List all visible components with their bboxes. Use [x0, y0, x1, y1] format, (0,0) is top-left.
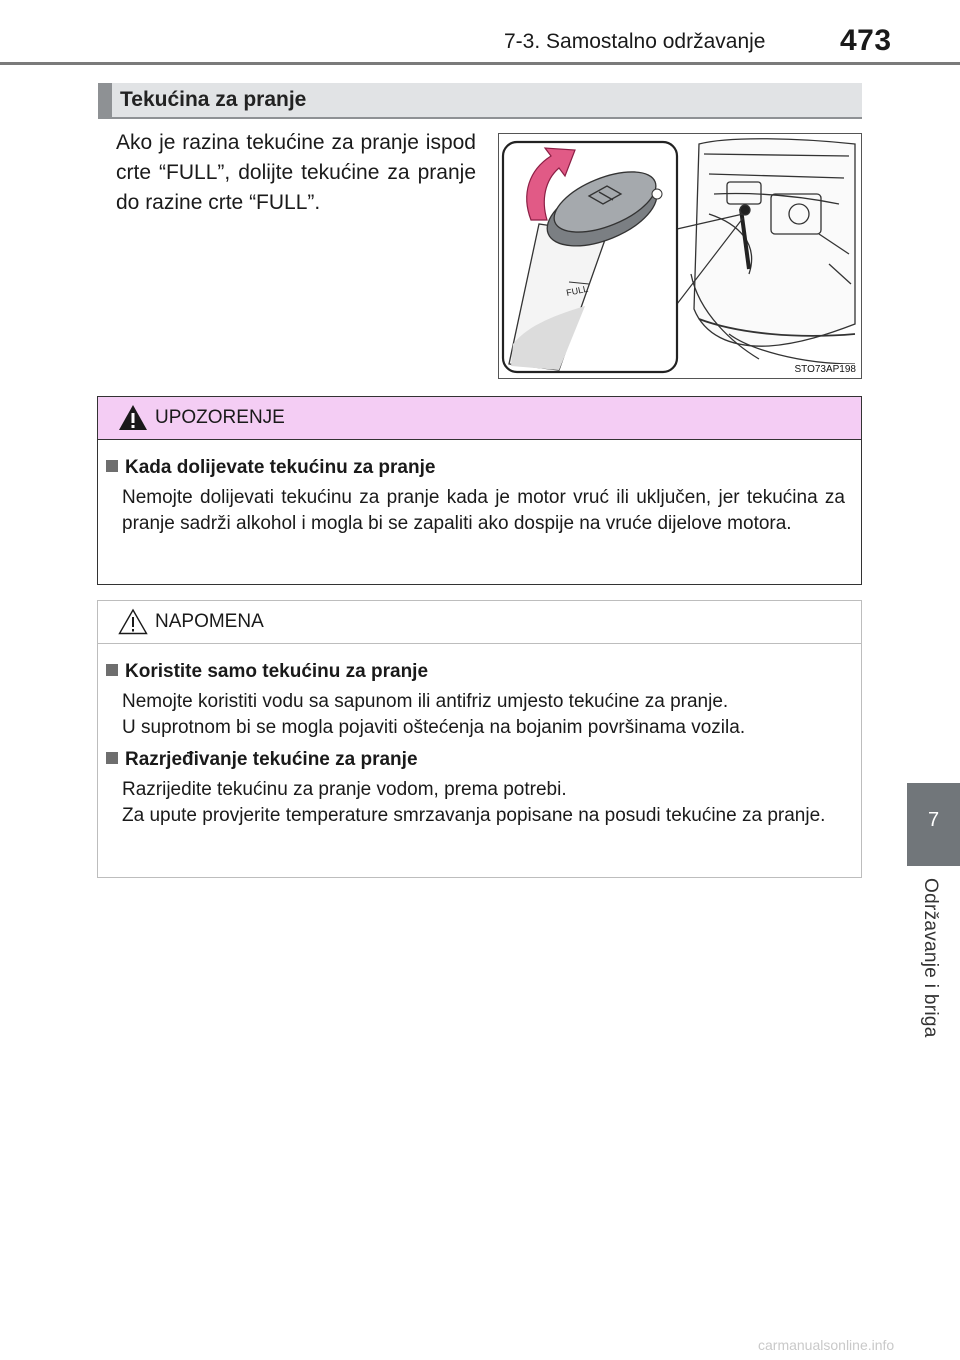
notice-box — [97, 600, 862, 878]
notice-item-title: Razrjeđivanje tekućine za pranje — [106, 749, 418, 771]
chapter-label: Održavanje i briga — [920, 878, 941, 1038]
notice-heading: NAPOMENA — [155, 611, 264, 632]
section-title: Tekućina za pranje — [120, 88, 307, 111]
warning-box — [97, 396, 862, 585]
warning-heading: UPOZORENJE — [155, 407, 285, 428]
caution-triangle-icon — [118, 608, 148, 635]
warning-triangle-icon — [118, 404, 148, 431]
washer-reservoir-illustration — [499, 134, 861, 378]
notice-item-line: Za upute provjerite temperature smrzavanja popisane na posudi tekućine za pranje. — [122, 805, 826, 826]
washer-fluid-figure — [498, 133, 862, 379]
notice-item-line: Nemojte koristiti vodu sa sapunom ili antifriz umjesto tekućine za pranje. — [122, 691, 729, 712]
page-number: 473 — [840, 24, 892, 57]
bullet-square-icon — [106, 752, 118, 764]
notice-header — [98, 601, 861, 644]
warning-item-title: Kada dolijevate tekućinu za pranje — [106, 457, 435, 479]
full-level-label: FULL — [565, 283, 589, 298]
notice-item-line: Razrijedite tekućinu za pranje vodom, prema potrebi. — [122, 779, 567, 800]
figure-code: STO73AP198 — [794, 364, 856, 375]
notice-item-line: U suprotnom bi se mogla pojaviti oštećenja na bojanim površinama vozila. — [122, 717, 746, 738]
intro-paragraph: Ako je razina tekućine za pranje ispod crte “FULL”, dolijte tekućine za pranje do razine crte “FULL”. — [116, 131, 476, 214]
warning-item-text: Nemojte dolijevati tekućinu za pranje kada je motor vruć ili uključen, jer tekućina za pranje sadrži alkohol i mogla bi se zapaliti ako dospije na vruće dijelove motora. — [122, 487, 845, 534]
notice-item-title: Koristite samo tekućinu za pranje — [106, 661, 428, 683]
section-header — [98, 83, 862, 119]
page-header-title: 7-3. Samostalno održavanje — [504, 30, 766, 53]
chapter-tab[interactable] — [907, 783, 960, 866]
bullet-square-icon — [106, 664, 118, 676]
header-rule — [0, 62, 960, 65]
watermark: carmanualsonline.info — [758, 1337, 895, 1353]
chapter-number: 7 — [927, 809, 940, 831]
engine-bay-drawing — [691, 139, 855, 364]
bullet-square-icon — [106, 460, 118, 472]
warning-header — [98, 397, 861, 440]
